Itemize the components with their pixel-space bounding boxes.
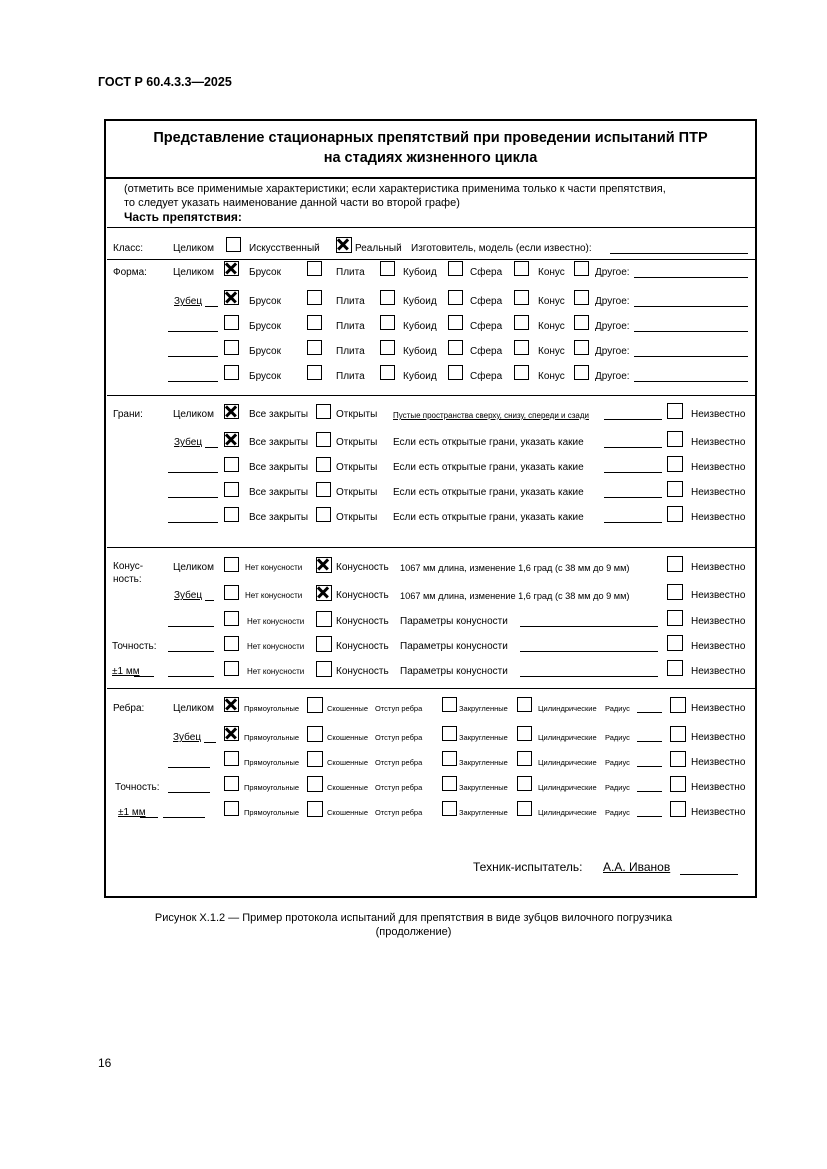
- edges-radius-field[interactable]: [637, 816, 662, 817]
- no-taper-checkbox[interactable]: [224, 636, 239, 651]
- taper-label: Конусность: [336, 616, 389, 627]
- taper-label-line2: ность:: [113, 574, 142, 585]
- part-field[interactable]: [168, 472, 218, 473]
- edges-cyl-label: Цилиндрические: [538, 783, 597, 792]
- faces-closed-checkbox[interactable]: [224, 404, 239, 419]
- part-field[interactable]: [168, 792, 210, 793]
- shape-option-label: Конус: [538, 321, 565, 332]
- shape-option-label: Брусок: [249, 321, 281, 332]
- edges-label: Ребра:: [113, 703, 145, 714]
- divider: [107, 547, 757, 548]
- faces-label: Грани:: [113, 409, 143, 420]
- faces-open-checkbox[interactable]: [316, 432, 331, 447]
- shape-label: Форма:: [113, 267, 147, 278]
- taper-unknown-checkbox[interactable]: [667, 660, 683, 676]
- shape-checkbox[interactable]: [380, 340, 395, 355]
- shape-option-label: Плита: [336, 267, 365, 278]
- edges-radius-field[interactable]: [637, 741, 662, 742]
- faces-unknown-checkbox[interactable]: [667, 506, 683, 522]
- divider: [107, 227, 757, 228]
- part-field[interactable]: [168, 626, 214, 627]
- taper-note: Параметры конусности: [400, 666, 508, 677]
- taper-unknown-label: Неизвестно: [691, 562, 746, 573]
- no-taper-checkbox[interactable]: [224, 661, 239, 676]
- edges-offset-label: Отступ ребра: [375, 808, 423, 817]
- edges-cyl-checkbox[interactable]: [517, 726, 532, 741]
- faces-unknown-label: Неизвестно: [691, 462, 746, 473]
- signature-line: [680, 874, 738, 875]
- taper-unknown-label: Неизвестно: [691, 666, 746, 677]
- part-field[interactable]: [168, 767, 210, 768]
- no-taper-label: Нет конусности: [245, 563, 303, 572]
- class-real-label: Реальный: [355, 243, 402, 254]
- edges-accuracy-value: ±1 мм: [118, 807, 146, 818]
- faces-unknown-label: Неизвестно: [691, 409, 746, 420]
- edges-offset-label: Отступ ребра: [375, 783, 423, 792]
- shape-other-field[interactable]: [634, 356, 748, 357]
- taper-unknown-label: Неизвестно: [691, 616, 746, 627]
- taper-unknown-checkbox[interactable]: [667, 584, 683, 600]
- faces-closed-checkbox[interactable]: [224, 507, 239, 522]
- shape-checkbox[interactable]: [224, 261, 239, 276]
- faces-open-label: Открыты: [336, 409, 378, 420]
- no-taper-label: Нет конусности: [247, 642, 305, 651]
- part-field[interactable]: [168, 497, 218, 498]
- shape-option-label: Плита: [336, 371, 365, 382]
- shape-option-label: Брусок: [249, 346, 281, 357]
- shape-option-label: Брусок: [249, 267, 281, 278]
- faces-closed-checkbox[interactable]: [224, 432, 239, 447]
- form-title-line1: Представление стационарных препятствий при проведении испытаний ПТР: [153, 130, 708, 146]
- manufacturer-label: Изготовитель, модель (если известно):: [411, 243, 592, 254]
- taper-accuracy-label: Точность:: [112, 641, 157, 652]
- shape-option-label: Кубоид: [403, 321, 437, 332]
- shape-checkbox[interactable]: [307, 315, 322, 330]
- shape-option-label: Сфера: [470, 321, 503, 332]
- part-underline: [205, 306, 218, 307]
- page-number: 16: [98, 1056, 112, 1070]
- part-field[interactable]: [168, 356, 218, 357]
- part-whole: Целиком: [173, 703, 214, 714]
- part-underline: [204, 742, 216, 743]
- shape-checkbox[interactable]: [514, 290, 529, 305]
- edges-rect-label: Прямоугольные: [244, 758, 300, 767]
- edges-radius-field[interactable]: [637, 766, 662, 767]
- taper-unknown-checkbox[interactable]: [667, 635, 683, 651]
- title-divider: [104, 177, 757, 179]
- shape-checkbox[interactable]: [574, 340, 589, 355]
- underline: [140, 817, 158, 818]
- edges-rect-checkbox[interactable]: [224, 751, 239, 766]
- faces-note: Если есть открытые грани, указать какие: [393, 512, 584, 523]
- shape-checkbox[interactable]: [514, 261, 529, 276]
- taper-note: Параметры конусности: [400, 616, 508, 627]
- instruction-line1: (отметить все применимые характеристики; если характеристика применима только к части препятствия,: [124, 183, 666, 195]
- edges-unknown-checkbox[interactable]: [670, 801, 686, 817]
- faces-unknown-checkbox[interactable]: [667, 431, 683, 447]
- shape-option-label: Другое:: [595, 267, 630, 278]
- edges-radius-field[interactable]: [637, 791, 662, 792]
- edges-accuracy-label: Точность:: [115, 782, 160, 793]
- edges-bevel-checkbox[interactable]: [307, 751, 323, 767]
- figure-caption-line2: (продолжение): [375, 926, 452, 938]
- faces-closed-label: Все закрыты: [249, 512, 309, 523]
- shape-checkbox[interactable]: [448, 261, 463, 276]
- edges-rounded-checkbox[interactable]: [442, 801, 457, 816]
- shape-checkbox[interactable]: [514, 365, 529, 380]
- edges-cyl-checkbox[interactable]: [517, 697, 532, 712]
- taper-checkbox[interactable]: [316, 585, 332, 601]
- edges-cyl-label: Цилиндрические: [538, 758, 597, 767]
- taper-accuracy-value: ±1 мм: [112, 666, 140, 677]
- edges-rounded-checkbox[interactable]: [442, 776, 457, 791]
- part-whole: Целиком: [173, 267, 214, 278]
- taper-note: 1067 мм длина, изменение 1,6 град (с 38 мм до 9 мм): [400, 563, 630, 573]
- faces-unknown-label: Неизвестно: [691, 487, 746, 498]
- edges-rect-checkbox[interactable]: [224, 776, 239, 791]
- shape-option-label: Сфера: [470, 296, 503, 307]
- divider: [107, 395, 757, 396]
- shape-option-label: Кубоид: [403, 296, 437, 307]
- faces-note-field[interactable]: [604, 472, 662, 473]
- shape-option-label: Кубоид: [403, 346, 437, 357]
- edges-offset-label: Отступ ребра: [375, 733, 423, 742]
- taper-params-field[interactable]: [520, 651, 658, 652]
- signature-label: Техник-испытатель:: [473, 860, 583, 874]
- shape-checkbox[interactable]: [224, 290, 239, 305]
- shape-checkbox[interactable]: [380, 315, 395, 330]
- shape-checkbox[interactable]: [448, 315, 463, 330]
- part-name[interactable]: Зубец: [174, 437, 203, 448]
- no-taper-checkbox[interactable]: [224, 557, 239, 572]
- shape-option-label: Кубоид: [403, 371, 437, 382]
- edges-cyl-label: Цилиндрические: [538, 808, 597, 817]
- edges-bevel-checkbox[interactable]: [307, 801, 323, 817]
- taper-label: Конусность: [336, 562, 389, 573]
- edges-unknown-label: Неизвестно: [691, 782, 746, 793]
- taper-checkbox[interactable]: [316, 661, 332, 677]
- taper-unknown-label: Неизвестно: [691, 641, 746, 652]
- part-whole: Целиком: [173, 409, 214, 420]
- faces-open-label: Открыты: [336, 512, 378, 523]
- signature-name: А.А. Иванов: [603, 860, 671, 874]
- shape-option-label: Другое:: [595, 346, 630, 357]
- shape-checkbox[interactable]: [307, 261, 322, 276]
- shape-option-label: Плита: [336, 296, 365, 307]
- shape-checkbox[interactable]: [307, 290, 322, 305]
- faces-note: Если есть открытые грани, указать какие: [393, 462, 584, 473]
- edges-radius-label: Радиус: [605, 704, 630, 713]
- edges-radius-label: Радиус: [605, 758, 630, 767]
- no-taper-label: Нет конусности: [247, 617, 305, 626]
- taper-label: Конусность: [336, 666, 389, 677]
- shape-checkbox[interactable]: [514, 315, 529, 330]
- faces-open-label: Открыты: [336, 437, 378, 448]
- taper-params-field[interactable]: [520, 626, 658, 627]
- shape-checkbox[interactable]: [224, 365, 239, 380]
- edges-rect-label: Прямоугольные: [244, 808, 300, 817]
- edges-rounded-checkbox[interactable]: [442, 726, 457, 741]
- edges-cyl-checkbox[interactable]: [517, 751, 532, 766]
- edges-bevel-checkbox[interactable]: [307, 776, 323, 792]
- faces-unknown-checkbox[interactable]: [667, 403, 683, 419]
- shape-option-label: Сфера: [470, 346, 503, 357]
- shape-option-label: Другое:: [595, 371, 630, 382]
- shape-option-label: Сфера: [470, 267, 503, 278]
- edges-rect-checkbox[interactable]: [224, 697, 239, 712]
- faces-closed-checkbox[interactable]: [224, 482, 239, 497]
- edges-rounded-checkbox[interactable]: [442, 751, 457, 766]
- edges-rounded-label: Закругленные: [459, 733, 508, 742]
- underline: [134, 676, 154, 677]
- taper-note: Параметры конусности: [400, 641, 508, 652]
- faces-unknown-label: Неизвестно: [691, 437, 746, 448]
- shape-option-label: Другое:: [595, 296, 630, 307]
- edges-unknown-checkbox[interactable]: [670, 726, 686, 742]
- shape-checkbox[interactable]: [380, 261, 395, 276]
- taper-unknown-label: Неизвестно: [691, 590, 746, 601]
- part-field[interactable]: [168, 522, 218, 523]
- no-taper-checkbox[interactable]: [224, 585, 239, 600]
- faces-note: Если есть открытые грани, указать какие: [393, 487, 584, 498]
- edges-bevel-label: Скошенные: [327, 808, 368, 817]
- shape-checkbox[interactable]: [574, 290, 589, 305]
- taper-checkbox[interactable]: [316, 636, 332, 652]
- edges-rounded-label: Закругленные: [459, 704, 508, 713]
- shape-option-label: Брусок: [249, 371, 281, 382]
- no-taper-label: Нет конусности: [245, 591, 303, 600]
- edges-unknown-label: Неизвестно: [691, 757, 746, 768]
- shape-option-label: Кубоид: [403, 267, 437, 278]
- form-title-line2: на стадиях жизненного цикла: [323, 150, 538, 166]
- taper-checkbox[interactable]: [316, 611, 332, 627]
- faces-note: Пустые пространства сверху, снизу, спереди и сзади: [393, 411, 589, 420]
- shape-option-label: Конус: [538, 296, 565, 307]
- edges-unknown-checkbox[interactable]: [670, 697, 686, 713]
- edges-bevel-label: Скошенные: [327, 758, 368, 767]
- shape-option-label: Конус: [538, 267, 565, 278]
- faces-closed-label: Все закрыты: [249, 462, 309, 473]
- edges-radius-label: Радиус: [605, 808, 630, 817]
- part-field[interactable]: [168, 676, 214, 677]
- edges-radius-field[interactable]: [637, 712, 662, 713]
- edges-rect-label: Прямоугольные: [244, 783, 300, 792]
- part-underline: [205, 600, 214, 601]
- edges-cyl-label: Цилиндрические: [538, 704, 597, 713]
- edges-offset-label: Отступ ребра: [375, 704, 423, 713]
- edges-cyl-checkbox[interactable]: [517, 776, 532, 791]
- edges-unknown-checkbox[interactable]: [670, 751, 686, 767]
- part-field[interactable]: [168, 331, 218, 332]
- faces-open-checkbox[interactable]: [316, 457, 331, 472]
- faces-unknown-checkbox[interactable]: [667, 456, 683, 472]
- shape-checkbox[interactable]: [514, 340, 529, 355]
- part-underline: [205, 447, 218, 448]
- part-name[interactable]: Зубец: [174, 590, 203, 601]
- edges-cyl-label: Цилиндрические: [538, 733, 597, 742]
- taper-unknown-checkbox[interactable]: [667, 610, 683, 626]
- class-whole-label: Целиком: [173, 243, 214, 254]
- standard-number: ГОСТ Р 60.4.3.3—2025: [98, 75, 232, 89]
- faces-note-field[interactable]: [604, 419, 662, 420]
- shape-checkbox[interactable]: [448, 365, 463, 380]
- shape-checkbox[interactable]: [307, 365, 322, 380]
- taper-label-line1: Конус-: [113, 561, 144, 572]
- divider: [107, 259, 757, 260]
- edges-rounded-label: Закругленные: [459, 783, 508, 792]
- taper-label: Конусность: [336, 641, 389, 652]
- shape-checkbox[interactable]: [380, 365, 395, 380]
- shape-checkbox[interactable]: [574, 315, 589, 330]
- edges-rect-label: Прямоугольные: [244, 704, 300, 713]
- edges-unknown-label: Неизвестно: [691, 807, 746, 818]
- shape-checkbox[interactable]: [574, 365, 589, 380]
- part-field[interactable]: [168, 651, 214, 652]
- shape-checkbox[interactable]: [380, 290, 395, 305]
- part-field[interactable]: [163, 817, 205, 818]
- class-artificial-label: Искусственный: [249, 243, 320, 254]
- part-field[interactable]: [168, 381, 218, 382]
- faces-open-label: Открыты: [336, 487, 378, 498]
- no-taper-label: Нет конусности: [247, 667, 305, 676]
- edges-bevel-label: Скошенные: [327, 733, 368, 742]
- faces-unknown-checkbox[interactable]: [667, 481, 683, 497]
- edges-rounded-label: Закругленные: [459, 758, 508, 767]
- taper-note: 1067 мм длина, изменение 1,6 град (с 38 мм до 9 мм): [400, 591, 630, 601]
- faces-closed-label: Все закрыты: [249, 409, 309, 420]
- shape-other-field[interactable]: [634, 331, 748, 332]
- edges-unknown-label: Неизвестно: [691, 732, 746, 743]
- edges-radius-label: Радиус: [605, 733, 630, 742]
- edges-bevel-label: Скошенные: [327, 704, 368, 713]
- shape-checkbox[interactable]: [224, 315, 239, 330]
- shape-checkbox[interactable]: [224, 340, 239, 355]
- shape-option-label: Плита: [336, 321, 365, 332]
- faces-note-field[interactable]: [604, 522, 662, 523]
- edges-rect-checkbox[interactable]: [224, 801, 239, 816]
- faces-note-field[interactable]: [604, 447, 662, 448]
- shape-option-label: Другое:: [595, 321, 630, 332]
- faces-open-checkbox[interactable]: [316, 507, 331, 522]
- faces-closed-label: Все закрыты: [249, 487, 309, 498]
- edges-unknown-label: Неизвестно: [691, 703, 746, 714]
- taper-unknown-checkbox[interactable]: [667, 556, 683, 572]
- edges-rounded-label: Закругленные: [459, 808, 508, 817]
- edges-rect-checkbox[interactable]: [224, 726, 239, 741]
- shape-checkbox[interactable]: [574, 261, 589, 276]
- shape-other-field[interactable]: [634, 277, 748, 278]
- edges-rounded-checkbox[interactable]: [442, 697, 457, 712]
- faces-note-field[interactable]: [604, 497, 662, 498]
- form-frame: [104, 119, 757, 898]
- class-artificial-checkbox[interactable]: [226, 237, 241, 252]
- edges-bevel-checkbox[interactable]: [307, 697, 323, 713]
- edges-cyl-checkbox[interactable]: [517, 801, 532, 816]
- divider: [107, 688, 757, 689]
- shape-checkbox[interactable]: [448, 340, 463, 355]
- figure-caption-line1: Рисунок Х.1.2 — Пример протокола испытаний для препятствия в виде зубцов вилочного погрузчика: [154, 912, 673, 924]
- taper-params-field[interactable]: [520, 676, 658, 677]
- part-label: Часть препятствия:: [124, 210, 242, 224]
- edges-radius-label: Радиус: [605, 783, 630, 792]
- edges-offset-label: Отступ ребра: [375, 758, 423, 767]
- part-name[interactable]: Зубец: [174, 296, 203, 307]
- edges-bevel-checkbox[interactable]: [307, 726, 323, 742]
- class-label: Класс:: [113, 243, 143, 254]
- shape-other-field[interactable]: [634, 381, 748, 382]
- manufacturer-field[interactable]: [610, 253, 748, 254]
- edges-rect-label: Прямоугольные: [244, 733, 300, 742]
- shape-checkbox[interactable]: [448, 290, 463, 305]
- faces-note: Если есть открытые грани, указать какие: [393, 437, 584, 448]
- faces-open-checkbox[interactable]: [316, 404, 331, 419]
- taper-checkbox[interactable]: [316, 557, 332, 573]
- shape-option-label: Сфера: [470, 371, 503, 382]
- part-whole: Целиком: [173, 562, 214, 573]
- shape-other-field[interactable]: [634, 306, 748, 307]
- faces-closed-checkbox[interactable]: [224, 457, 239, 472]
- no-taper-checkbox[interactable]: [224, 611, 239, 626]
- faces-closed-label: Все закрыты: [249, 437, 309, 448]
- faces-open-label: Открыты: [336, 462, 378, 473]
- shape-option-label: Конус: [538, 346, 565, 357]
- edges-bevel-label: Скошенные: [327, 783, 368, 792]
- faces-unknown-label: Неизвестно: [691, 512, 746, 523]
- taper-label: Конусность: [336, 590, 389, 601]
- shape-option-label: Конус: [538, 371, 565, 382]
- shape-option-label: Плита: [336, 346, 365, 357]
- shape-checkbox[interactable]: [307, 340, 322, 355]
- shape-option-label: Брусок: [249, 296, 281, 307]
- part-name[interactable]: Зубец: [173, 732, 202, 743]
- faces-open-checkbox[interactable]: [316, 482, 331, 497]
- class-real-checkbox[interactable]: [336, 237, 352, 253]
- instruction-line2: то следует указать наименование данной части во второй графе): [124, 197, 460, 209]
- edges-unknown-checkbox[interactable]: [670, 776, 686, 792]
